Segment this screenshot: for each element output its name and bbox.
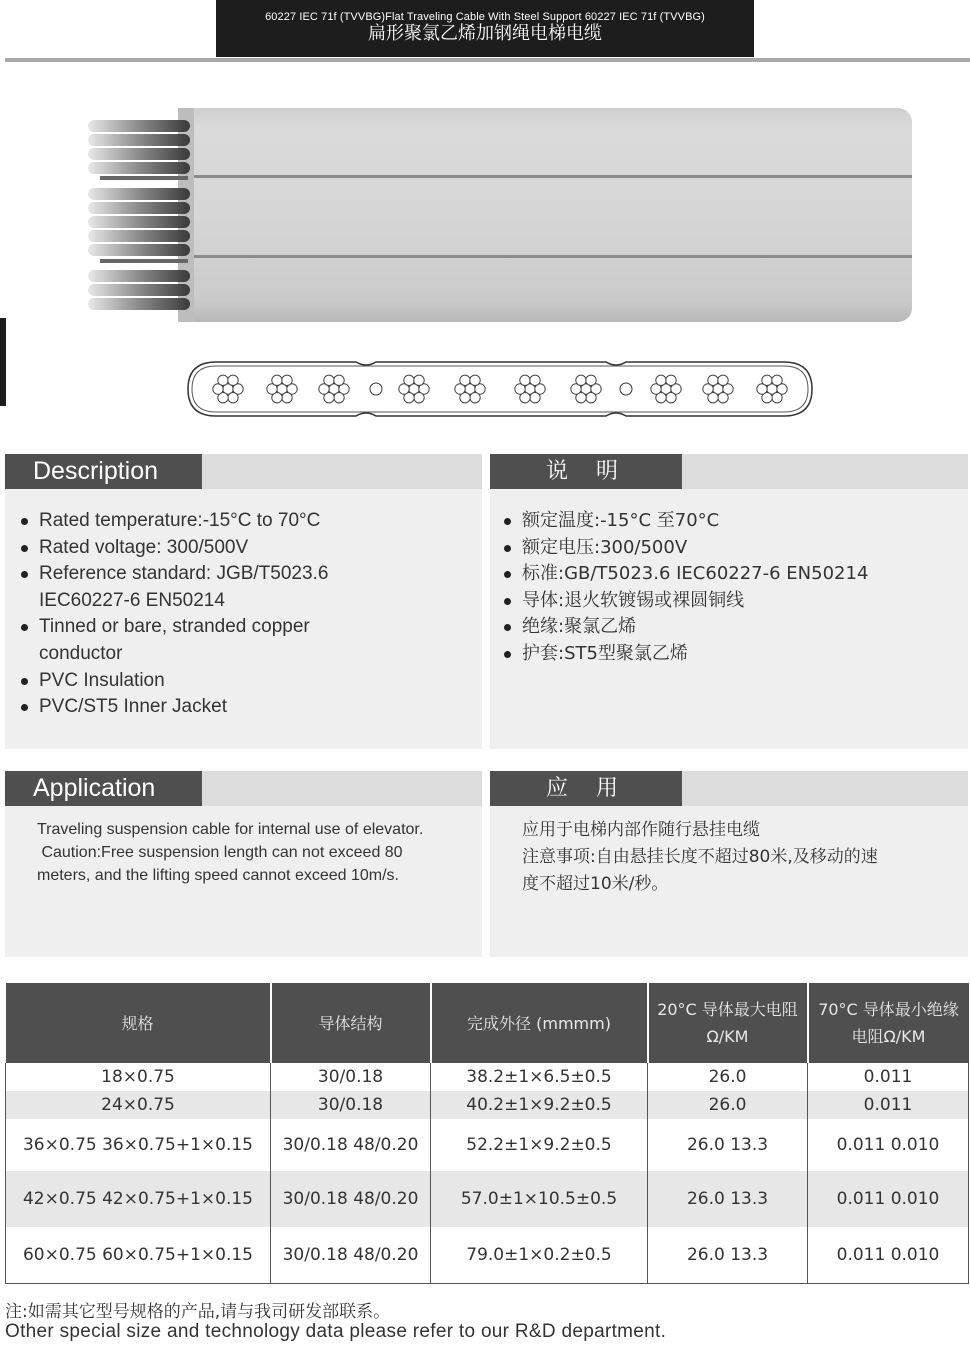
table-row xyxy=(6,1171,969,1227)
heading-band xyxy=(682,454,968,489)
cell-diameter: 57.0±1×10.5±0.5 xyxy=(431,1171,648,1227)
header-title-en: 60227 IEC 71f (TVVBG)Flat Traveling Cable With Steel Support 60227 IEC 71f (TVVBG) xyxy=(265,11,705,23)
list-item: 额定电压:300/500V xyxy=(502,535,868,562)
header-insulation xyxy=(808,983,969,1063)
cell-insulation: 0.011 xyxy=(808,1091,969,1119)
spec-table xyxy=(5,983,969,1284)
cell-insulation: 0.011 0.010 xyxy=(808,1119,969,1171)
application-cn-text xyxy=(522,817,878,898)
application-line: Traveling suspension cable for internal use of elevator. xyxy=(37,821,424,838)
header-spec: 规格 xyxy=(6,983,271,1063)
application-heading: Application xyxy=(5,771,202,806)
footnote-en: Other special size and technology data please refer to our R&D department. xyxy=(5,1321,667,1342)
application-line: 度不超过10米/秒。 xyxy=(522,874,669,894)
list-item: PVC Insulation xyxy=(19,668,328,695)
cell-resistance: 26.0 13.3 xyxy=(648,1119,808,1171)
cell-spec: 24×0.75 xyxy=(6,1091,271,1119)
table-header-row xyxy=(6,983,969,1063)
header-banner xyxy=(216,0,754,57)
application-cn-panel xyxy=(490,771,968,957)
cell-spec: 60×0.75 60×0.75+1×0.15 xyxy=(6,1227,271,1283)
cell-spec: 36×0.75 36×0.75+1×0.15 xyxy=(6,1119,271,1171)
steel-support-wire xyxy=(370,383,382,395)
description-cn-panel xyxy=(490,454,968,749)
description-cn-list xyxy=(502,508,868,668)
cell-conductor: 30/0.18 xyxy=(271,1091,431,1119)
header-conductor: 导体结构 xyxy=(271,983,431,1063)
application-line: meters, and the lifting speed cannot exceed 10m/s. xyxy=(37,867,399,884)
cell-spec: 42×0.75 42×0.75+1×0.15 xyxy=(6,1171,271,1227)
application-line: 应用于电梯内部作随行悬挂电缆 xyxy=(522,820,760,840)
list-item: 护套:ST5型聚氯乙烯 xyxy=(502,641,868,668)
footnote-cn: 注:如需其它型号规格的产品,请与我司研发部联系。 xyxy=(5,1302,391,1322)
description-panel xyxy=(5,454,482,749)
heading-band xyxy=(682,771,968,806)
list-item: 标准:GB/T5023.6 IEC60227-6 EN50214 xyxy=(502,561,868,588)
cell-diameter: 38.2±1×6.5±0.5 xyxy=(431,1063,648,1091)
description-cn-heading: 说明 xyxy=(490,454,682,489)
list-item: Reference standard: JGB/T5023.6 xyxy=(19,561,328,588)
header-insulation-line2: 电阻Ω/KM xyxy=(851,1027,926,1046)
table-row xyxy=(6,1119,969,1171)
list-item: Rated voltage: 300/500V xyxy=(19,535,328,562)
cell-conductor: 30/0.18 48/0.20 xyxy=(271,1119,431,1171)
application-line: Caution:Free suspension length can not exceed 80 xyxy=(37,844,403,861)
cell-insulation: 0.011 0.010 xyxy=(808,1171,969,1227)
cell-conductor: 30/0.18 48/0.20 xyxy=(271,1227,431,1283)
application-cn-heading: 应用 xyxy=(490,771,682,806)
description-heading: Description xyxy=(5,454,202,489)
list-item: Tinned or bare, stranded copper xyxy=(19,614,328,641)
cell-resistance: 26.0 13.3 xyxy=(648,1171,808,1227)
header-rule xyxy=(5,58,970,62)
cell-resistance: 26.0 xyxy=(648,1091,808,1119)
cell-conductor: 30/0.18 48/0.20 xyxy=(271,1171,431,1227)
list-item: 绝缘:聚氯乙烯 xyxy=(502,614,868,641)
list-item: 导体:退火软镀锡或裸圆铜线 xyxy=(502,588,868,615)
list-item: Rated temperature:-15°C to 70°C xyxy=(19,508,328,535)
table-row xyxy=(6,1063,969,1091)
cell-resistance: 26.0 13.3 xyxy=(648,1227,808,1283)
header-resistance-line1: 20°C 导体最大电阻 xyxy=(657,1000,798,1019)
header-title-cn: 扁形聚氯乙烯加钢绳电梯电缆 xyxy=(368,23,602,44)
header-diameter: 完成外径 (mmmm) xyxy=(431,983,648,1063)
cell-diameter: 79.0±1×0.2±0.5 xyxy=(431,1227,648,1283)
application-panel xyxy=(5,771,482,957)
list-item-continuation: IEC60227-6 EN50214 xyxy=(39,589,225,611)
cell-diameter: 52.2±1×9.2±0.5 xyxy=(431,1119,648,1171)
cable-illustration xyxy=(80,104,920,326)
list-item-continuation: conductor xyxy=(39,642,123,664)
heading-band xyxy=(202,454,482,489)
cell-resistance: 26.0 xyxy=(648,1063,808,1091)
heading-band xyxy=(202,771,482,806)
cell-insulation: 0.011 xyxy=(808,1063,969,1091)
side-marker xyxy=(0,318,6,406)
header-resistance xyxy=(648,983,808,1063)
list-item: PVC/ST5 Inner Jacket xyxy=(19,694,328,721)
cell-conductor: 30/0.18 xyxy=(271,1063,431,1091)
description-list xyxy=(19,508,328,721)
cell-diameter: 40.2±1×9.2±0.5 xyxy=(431,1091,648,1119)
list-item: 额定温度:-15°C 至70°C xyxy=(502,508,868,535)
cell-insulation: 0.011 0.010 xyxy=(808,1227,969,1283)
conductor-strands xyxy=(88,120,190,310)
cell-spec: 18×0.75 xyxy=(6,1063,271,1091)
table-row xyxy=(6,1091,969,1119)
application-text xyxy=(37,818,423,887)
table-row xyxy=(6,1227,969,1283)
cable-cross-section xyxy=(186,360,814,418)
header-insulation-line1: 70°C 导体最小绝缘 xyxy=(818,1000,959,1019)
application-line: 注意事项:自由悬挂长度不超过80米,及移动的速 xyxy=(522,847,878,867)
header-resistance-line2: Ω/KM xyxy=(706,1027,749,1046)
steel-support-wire xyxy=(620,383,632,395)
